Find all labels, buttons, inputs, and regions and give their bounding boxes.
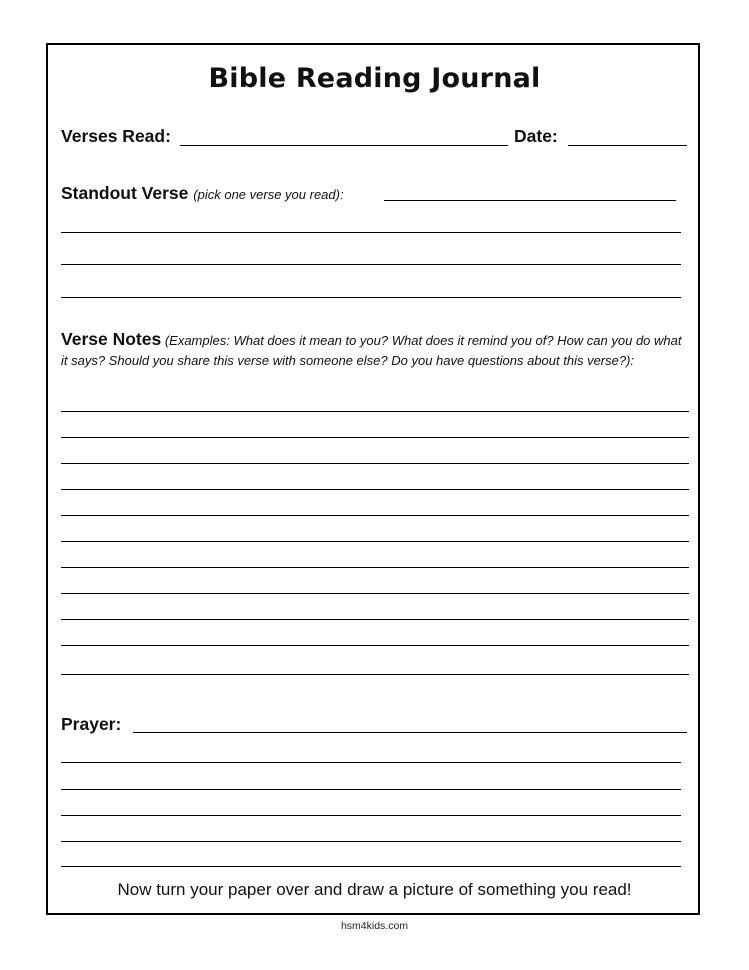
standout-verse-hint: (pick one verse you read)	[193, 187, 340, 202]
prayer-writing-line[interactable]	[61, 866, 681, 867]
notes-writing-line[interactable]	[61, 674, 689, 675]
standout-verse-line[interactable]	[384, 200, 676, 201]
standout-writing-line[interactable]	[61, 232, 681, 233]
standout-verse-colon: :	[339, 187, 344, 202]
verse-notes-heading	[61, 329, 691, 371]
notes-writing-line[interactable]	[61, 463, 689, 464]
notes-writing-line[interactable]	[61, 619, 689, 620]
verse-notes-hint: (Examples: What does it mean to you? What does it remind you of? How can you do what it says? Should you share this verse with someone else? Do you have questions about this verse?):	[61, 333, 682, 368]
standout-writing-line[interactable]	[61, 264, 681, 265]
standout-verse-label	[61, 183, 344, 204]
prayer-writing-line[interactable]	[61, 762, 681, 763]
verses-read-label: Verses Read:	[61, 126, 171, 146]
closing-instruction: Now turn your paper over and draw a picture of something you read!	[117, 880, 632, 899]
notes-writing-line[interactable]	[61, 593, 689, 594]
notes-writing-line[interactable]	[61, 541, 689, 542]
prayer-writing-line[interactable]	[61, 789, 681, 790]
page-title: Bible Reading Journal	[208, 63, 541, 94]
notes-writing-line[interactable]	[61, 411, 689, 412]
standout-verse-title: Standout Verse	[61, 183, 189, 203]
verse-notes-label: Verse Notes	[61, 329, 162, 349]
notes-writing-line[interactable]	[61, 645, 689, 646]
prayer-writing-line[interactable]	[61, 841, 681, 842]
prayer-writing-line[interactable]	[61, 815, 681, 816]
notes-writing-line[interactable]	[61, 515, 689, 516]
worksheet-border	[46, 43, 700, 915]
prayer-line[interactable]	[133, 732, 687, 733]
notes-writing-line[interactable]	[61, 489, 689, 490]
date-label: Date:	[514, 126, 558, 146]
prayer-label: Prayer:	[61, 714, 122, 734]
date-line[interactable]	[568, 145, 687, 146]
notes-writing-line[interactable]	[61, 567, 689, 568]
standout-writing-line[interactable]	[61, 297, 681, 298]
site-credit: hsm4kids.com	[340, 920, 409, 932]
verses-read-line[interactable]	[180, 145, 508, 146]
notes-writing-line[interactable]	[61, 437, 689, 438]
